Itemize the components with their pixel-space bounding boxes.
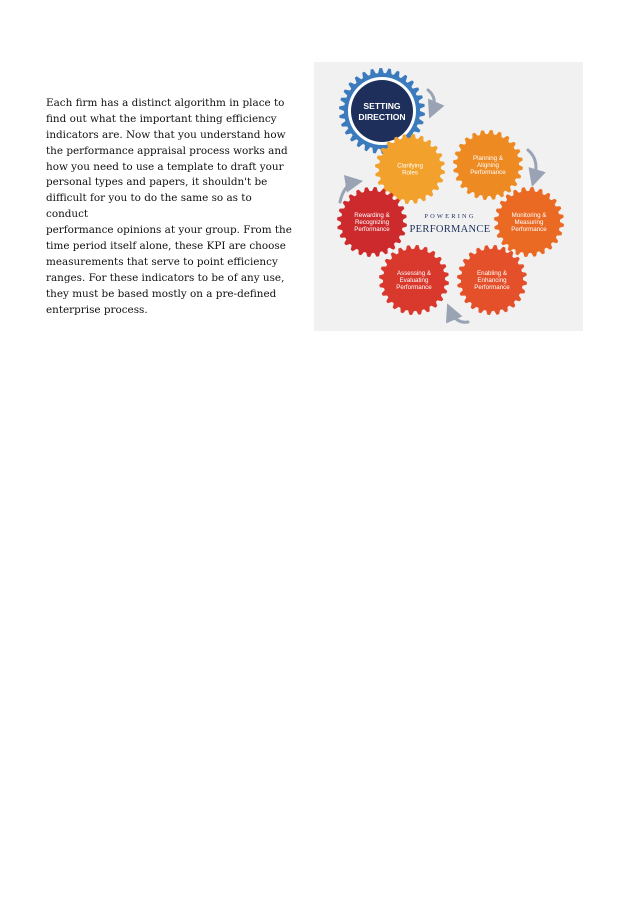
text-line: how you need to use a template to draft your xyxy=(46,160,284,173)
powering-performance-figure xyxy=(314,62,583,331)
gear-label: Aligning xyxy=(476,162,500,169)
text-line: Each firm has a distinct algorithm in place to xyxy=(46,96,285,109)
gear-label: Enhancing xyxy=(477,277,507,284)
gear-label: Recognizing xyxy=(354,219,390,226)
gear-label: Performance xyxy=(474,284,510,292)
text-line: the performance appraisal process works and xyxy=(46,144,288,157)
text-line: find out what the important thing efficiency xyxy=(46,112,277,125)
gear-label: Planning & xyxy=(473,154,503,162)
setting-direction-label: DIRECTION xyxy=(358,112,406,122)
text-line: ranges. For these indicators to be of any use, xyxy=(46,271,285,284)
gear-label: Performance xyxy=(470,169,506,177)
gear-label: Performance xyxy=(511,226,547,234)
gear-label: Monitoring & xyxy=(511,211,547,219)
curved-arrow-icon xyxy=(528,150,536,180)
body-paragraph xyxy=(46,80,296,319)
text-line: they must be based mostly on a pre-defined xyxy=(46,287,277,300)
text-line: indicators are. Now that you understand how xyxy=(46,128,286,141)
gear-label: Performance xyxy=(354,226,390,234)
text-line: performance opinions at your group. From the xyxy=(46,224,292,237)
text-line: personal types and papers, it shouldn't be xyxy=(46,176,268,189)
powering-label: POWERING xyxy=(424,213,476,220)
gear-label: Rewarding & xyxy=(354,211,390,219)
setting-direction-core xyxy=(351,80,413,142)
gear-cycle-diagram xyxy=(314,62,583,331)
text-line: time period itself alone, these KPI are choose xyxy=(46,240,286,253)
gear-label: Measuring xyxy=(514,219,544,226)
text-line: difficult for you to do the same so as to conduct xyxy=(46,192,252,221)
gear-label: Assessing & xyxy=(396,269,432,277)
gear-label: Clarifying xyxy=(397,162,423,170)
gear-label: Evaluating xyxy=(399,277,429,284)
text-line: enterprise process. xyxy=(46,303,148,316)
setting-direction-label: SETTING xyxy=(363,101,401,111)
curved-arrow-icon xyxy=(428,90,434,112)
gear-label: Performance xyxy=(396,284,432,292)
gear-label: Roles xyxy=(402,169,418,177)
performance-label: PERFORMANCE xyxy=(409,224,491,235)
text-line: measurements that serve to point efficiency xyxy=(46,255,278,268)
curved-arrow-icon xyxy=(450,310,468,322)
gear-label: Enabling & xyxy=(477,269,507,277)
